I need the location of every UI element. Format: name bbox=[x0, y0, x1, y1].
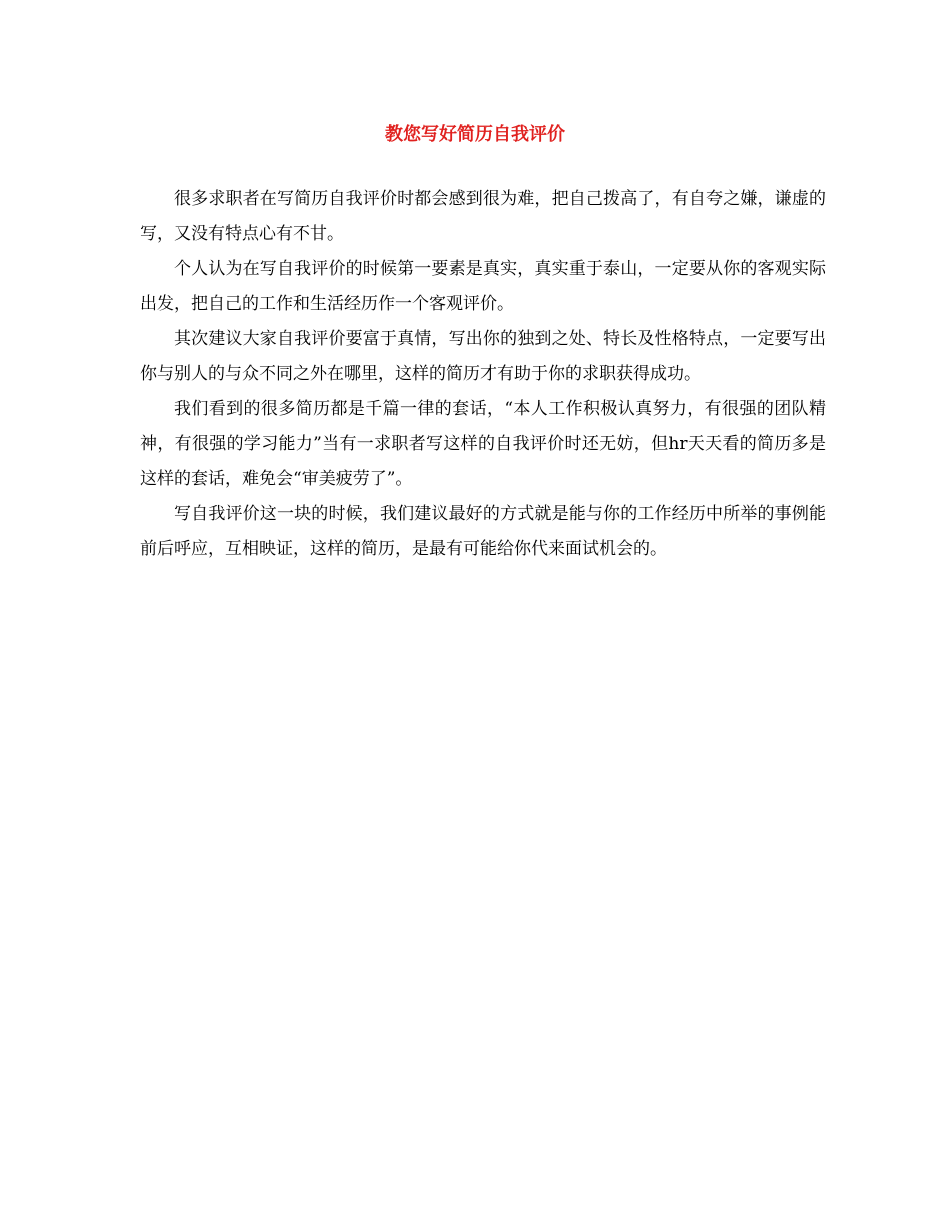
paragraph: 写自我评价这一块的时候，我们建议最好的方式就是能与你的工作经历中所举的事例能前后呼应，互相映证，这样的简历，是最有可能给你代来面试机会的。 bbox=[140, 504, 826, 559]
paragraph: 我们看到的很多简历都是千篇一律的套话，“本人工作积极认真努力，有很强的团队精神，有很强的学习能力”当有一求职者写这样的自我评价时还无妨，但hr天天看的简历多是这样的套话，难免会“审美疲劳了”。 bbox=[140, 399, 826, 489]
document-body bbox=[140, 182, 826, 567]
paragraph: 很多求职者在写简历自我评价时都会感到很为难，把自己拨高了，有自夸之嫌，谦虚的写，又没有特点心有不甘。 bbox=[140, 189, 826, 244]
paragraph: 其次建议大家自我评价要富于真情，写出你的独到之处、特长及性格特点，一定要写出你与别人的与众不同之外在哪里，这样的简历才有助于你的求职获得成功。 bbox=[140, 329, 826, 384]
document-title: 教您写好简历自我评价 bbox=[385, 124, 565, 145]
paragraph: 个人认为在写自我评价的时候第一要素是真实，真实重于泰山，一定要从你的客观实际出发，把自己的工作和生活经历作一个客观评价。 bbox=[140, 259, 826, 314]
